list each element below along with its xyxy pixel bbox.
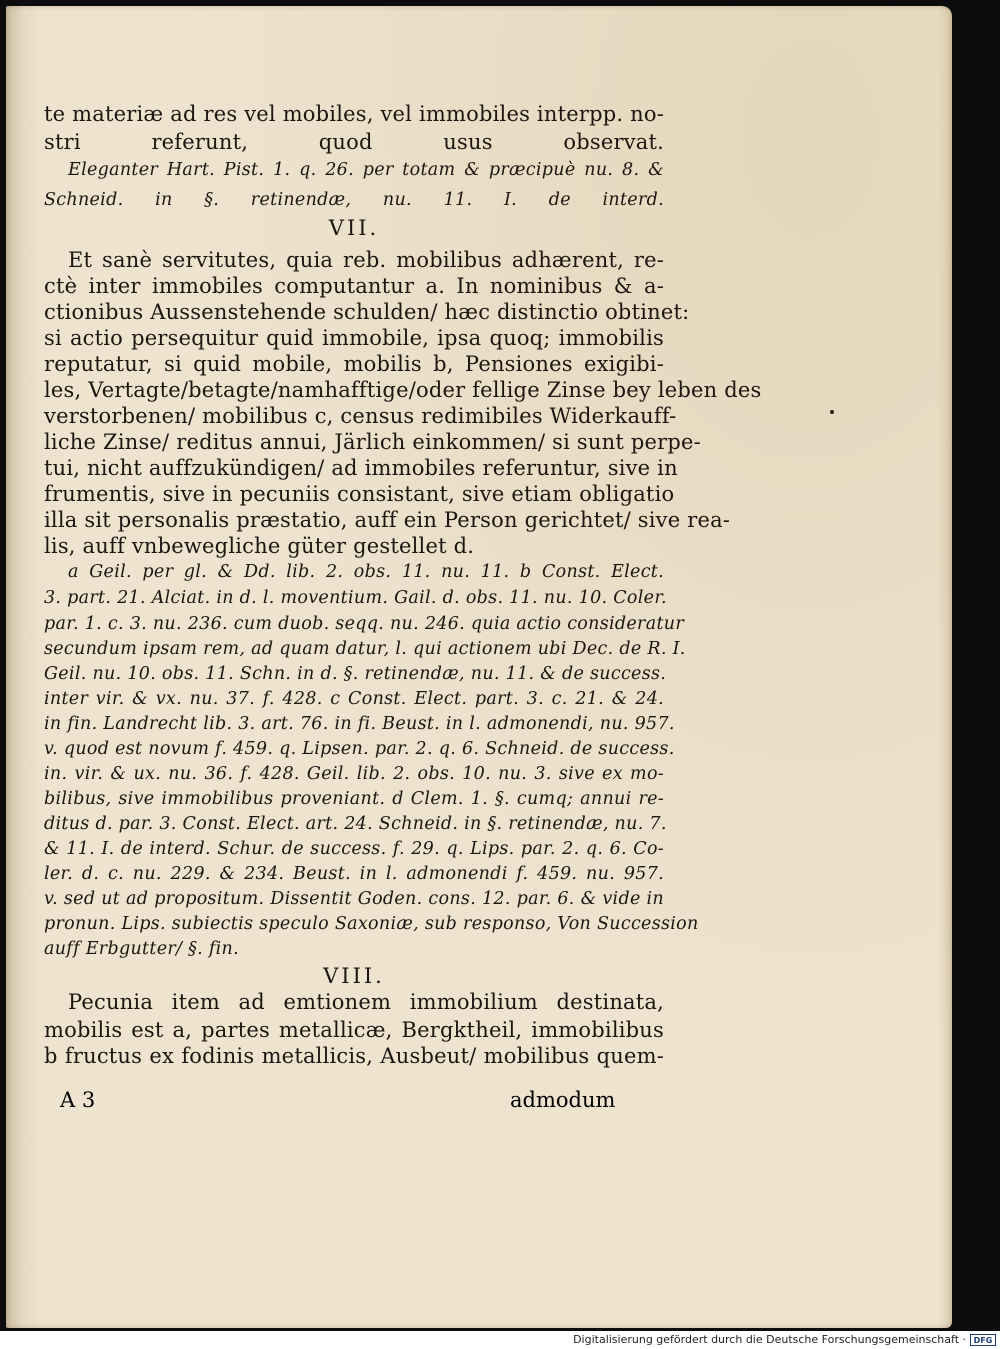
footnote-line: Eleganter Hart. Pist. 1. q. 26. per totam & præcipuè nu. 8. & <box>68 160 664 180</box>
footnote-line: Geil. nu. 10. obs. 11. Schn. in d. §. retinendæ, nu. 11. & de success. <box>44 664 667 684</box>
footnote-line: par. 1. c. 3. nu. 236. cum duob. seqq. nu. 246. quia actio consideratur <box>44 614 685 634</box>
body-line: verstorbenen/ mobilibus c, census redimibiles Widerkauff- <box>44 404 677 428</box>
body-line: ctè inter immobiles computantur a. In nominibus & a- <box>44 274 664 298</box>
section-heading: VIII. <box>323 964 385 988</box>
footnote-line: Schneid. in §. retinendæ, nu. 11. I. de interd. <box>44 190 664 210</box>
section-heading: VII. <box>328 216 380 240</box>
footnote-line: in fin. Landrecht lib. 3. art. 76. in fi. Beust. in l. admonendi, nu. 957. <box>44 714 675 734</box>
body-line: Pecunia item ad emtionem immobilium destinata, <box>68 990 664 1014</box>
dfg-logo: DFG <box>970 1334 996 1346</box>
footnote-line: v. quod est novum f. 459. q. Lipsen. par. 2. q. 6. Schneid. de success. <box>44 739 675 759</box>
body-line: tui, nicht auffzukündigen/ ad immobiles referuntur, sive in <box>44 456 678 480</box>
footnote-line: ditus d. par. 3. Const. Elect. art. 24. Schneid. in §. retinendæ, nu. 7. <box>44 814 667 834</box>
footnote-line: pronun. Lips. subiectis speculo Saxoniæ, sub responso, Von Succession <box>44 914 699 934</box>
body-line: si actio persequitur quid immobile, ipsa quoq; immobilis <box>44 326 664 350</box>
footnote-line: a Geil. per gl. & Dd. lib. 2. obs. 11. nu. 11. b Const. Elect. <box>68 562 664 582</box>
body-line: Et sanè servitutes, quia reb. mobilibus adhærent, re- <box>68 248 664 272</box>
footnote-line: v. sed ut ad propositum. Dissentit Goden. cons. 12. par. 6. & vide in <box>44 889 664 909</box>
body-line: mobilis est a, partes metallicæ, Bergktheil, immobilibus <box>44 1018 664 1042</box>
signature-mark: A 3 <box>60 1088 96 1112</box>
body-line: te materiæ ad res vel mobiles, vel immobiles interpp. no- <box>44 102 664 126</box>
body-line: ctionibus Aussenstehende schulden/ hæc distinctio obtinet: <box>44 300 690 324</box>
body-line: lis, auff vnbewegliche güter gestellet d. <box>44 534 475 558</box>
body-line: reputatur, si quid mobile, mobilis b, Pensiones exigibi- <box>44 352 664 376</box>
footer-bar <box>0 1331 1000 1349</box>
ink-spot <box>830 410 834 414</box>
footnote-line: ler. d. c. nu. 229. & 234. Beust. in l. admonendi f. 459. nu. 957. <box>44 864 664 884</box>
footnote-line: bilibus, sive immobilibus proveniant. d Clem. 1. §. cumq; annui re- <box>44 789 664 809</box>
footnote-line: secundum ipsam rem, ad quam datur, l. qui actionem ubi Dec. de R. I. <box>44 639 686 659</box>
footnote-line: auff Erbgutter/ §. fin. <box>44 939 239 959</box>
footer-credit: Digitalisierung gefördert durch die Deutsche Forschungsgemeinschaft · <box>573 1333 966 1346</box>
body-line: illa sit personalis præstatio, auff ein Person gerichtet/ sive rea- <box>44 508 731 532</box>
footnote-line: & 11. I. de interd. Schur. de success. f. 29. q. Lips. par. 2. q. 6. Co- <box>44 839 664 859</box>
footnote-line: 3. part. 21. Alciat. in d. l. moventium. Gail. d. obs. 11. nu. 10. Coler. <box>44 588 667 608</box>
catchword: admodum <box>510 1088 616 1112</box>
body-line: stri referunt, quod usus observat. <box>44 130 664 154</box>
footnote-line: inter vir. & vx. nu. 37. f. 428. c Const. Elect. part. 3. c. 21. & 24. <box>44 689 664 709</box>
body-line: les, Vertagte/betagte/namhafftige/oder fellige Zinse bey leben des <box>44 378 762 402</box>
body-line: liche Zinse/ reditus annui, Järlich einkommen/ si sunt perpe- <box>44 430 701 454</box>
body-line: frumentis, sive in pecuniis consistant, sive etiam obligatio <box>44 482 675 506</box>
book-page <box>6 6 952 1328</box>
body-line: b fructus ex fodinis metallicis, Ausbeut/ mobilibus quem- <box>44 1044 664 1068</box>
footnote-line: in. vir. & ux. nu. 36. f. 428. Geil. lib. 2. obs. 10. nu. 3. sive ex mo- <box>44 764 664 784</box>
